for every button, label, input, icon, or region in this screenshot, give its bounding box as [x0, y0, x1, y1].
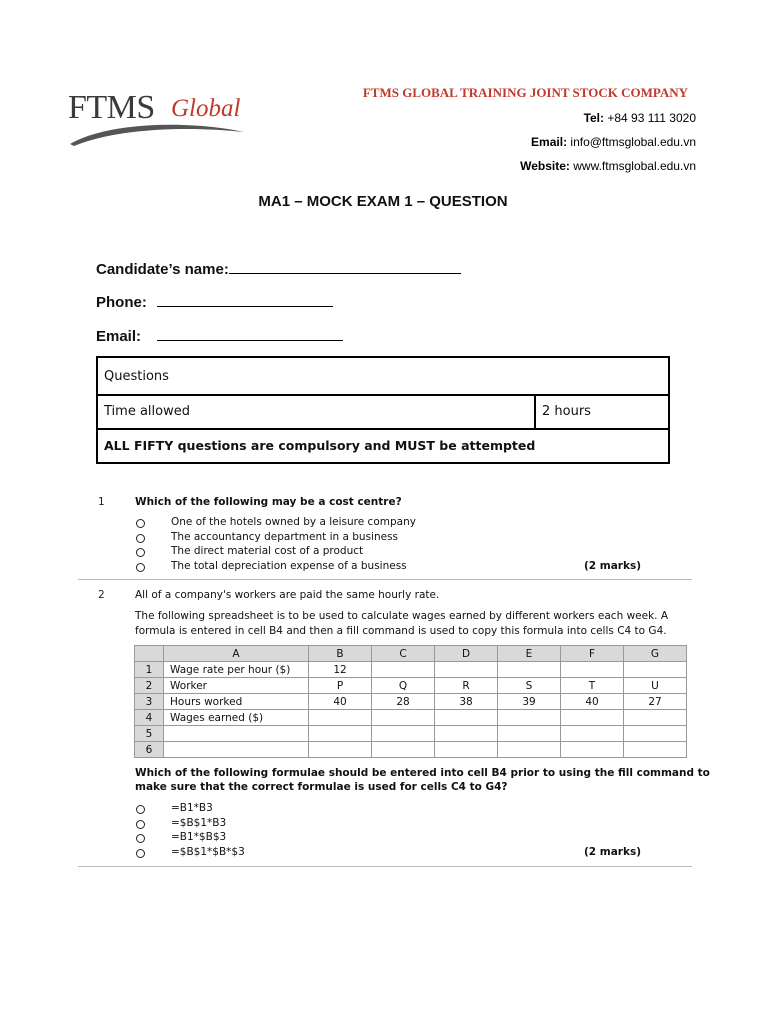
exam-info-box — [96, 356, 670, 464]
contact-tel: Tel: +84 93 111 3020 — [583, 111, 696, 125]
cell-b1: 12 — [309, 662, 372, 678]
company-name: FTMS GLOBAL TRAINING JOINT STOCK COMPANY — [362, 85, 688, 100]
info-row-questions — [98, 358, 668, 396]
cell-c6 — [372, 742, 435, 758]
q2-marks: (2 marks) — [584, 846, 641, 858]
q1-option-3-radio[interactable] — [136, 548, 145, 557]
q1-option-1[interactable]: One of the hotels owned by a leisure company — [171, 516, 416, 528]
contact-email: Email: info@ftmsglobal.edu.vn — [531, 135, 696, 149]
q2-option-4-radio[interactable] — [136, 849, 145, 858]
table-row — [135, 742, 687, 758]
cell-c4 — [372, 710, 435, 726]
q1-option-3[interactable]: The direct material cost of a product — [171, 545, 364, 557]
cell-d4 — [435, 710, 498, 726]
cell-e5 — [498, 726, 561, 742]
exam-title: MA1 – MOCK EXAM 1 – QUESTION — [258, 193, 508, 210]
cell-d5 — [435, 726, 498, 742]
q1-question: Which of the following may be a cost centre? — [135, 496, 402, 508]
q2-option-3-radio[interactable] — [136, 834, 145, 843]
logo-accent-text: Global — [171, 95, 241, 122]
col-header-e: E — [498, 646, 561, 662]
cell-d3: 38 — [435, 694, 498, 710]
instructions-text: ALL FIFTY questions are compulsory and MUST be attempted — [104, 437, 536, 453]
question-divider — [78, 579, 692, 580]
cell-d1 — [435, 662, 498, 678]
questions-label: Questions — [104, 368, 169, 384]
spreadsheet-header-row — [135, 646, 687, 662]
q1-option-1-radio[interactable] — [136, 519, 145, 528]
cell-f4 — [561, 710, 624, 726]
candidate-name-field[interactable]: Candidate’s name: — [96, 259, 461, 278]
cell-d6 — [435, 742, 498, 758]
table-row — [135, 710, 687, 726]
row-header: 6 — [135, 742, 164, 758]
cell-c3: 28 — [372, 694, 435, 710]
cell-a6 — [164, 742, 309, 758]
cell-a4: Wages earned ($) — [164, 710, 309, 726]
time-allowed-label: Time allowed — [104, 403, 190, 419]
q2-description-line-2: formula is entered in cell B4 and then a fill command is used to copy this formula into cells C4 to G4. — [135, 625, 667, 637]
q2-question-line-1: Which of the following formulae should be entered into cell B4 prior to using the fill command to — [135, 767, 710, 779]
cell-c1 — [372, 662, 435, 678]
cell-a2: Worker — [164, 678, 309, 694]
row-header: 4 — [135, 710, 164, 726]
cell-f1 — [561, 662, 624, 678]
contact-website: Website: www.ftmsglobal.edu.vn — [520, 159, 696, 173]
col-header-f: F — [561, 646, 624, 662]
cell-f3: 40 — [561, 694, 624, 710]
row-header: 3 — [135, 694, 164, 710]
q2-intro: All of a company's workers are paid the same hourly rate. — [135, 589, 440, 601]
cell-g6 — [624, 742, 687, 758]
cell-g5 — [624, 726, 687, 742]
col-header-a: A — [164, 646, 309, 662]
q1-marks: (2 marks) — [584, 560, 641, 572]
time-allowed-value: 2 hours — [542, 403, 591, 419]
ftms-global-logo — [68, 88, 258, 152]
q1-option-2-radio[interactable] — [136, 534, 145, 543]
q2-option-1-radio[interactable] — [136, 805, 145, 814]
cell-e1 — [498, 662, 561, 678]
q2-option-1[interactable]: =B1*B3 — [171, 802, 213, 814]
cell-e6 — [498, 742, 561, 758]
cell-a3: Hours worked — [164, 694, 309, 710]
table-row — [135, 662, 687, 678]
cell-g3: 27 — [624, 694, 687, 710]
cell-b5 — [309, 726, 372, 742]
cell-f6 — [561, 742, 624, 758]
q1-option-4[interactable]: The total depreciation expense of a business — [171, 560, 407, 572]
col-header-c: C — [372, 646, 435, 662]
q2-option-4[interactable]: =$B$1*$B*$3 — [171, 846, 245, 858]
q2-number: 2 — [98, 589, 105, 601]
phone-field[interactable]: Phone: — [96, 292, 333, 311]
q2-option-3[interactable]: =B1*$B$3 — [171, 831, 227, 843]
cell-g2: U — [624, 678, 687, 694]
question-divider — [78, 866, 692, 867]
row-header: 5 — [135, 726, 164, 742]
table-row — [135, 678, 687, 694]
q1-option-2[interactable]: The accountancy department in a business — [171, 531, 399, 543]
row-header: 2 — [135, 678, 164, 694]
cell-b4 — [309, 710, 372, 726]
email-field[interactable]: Email: — [96, 326, 343, 345]
info-row-instructions — [98, 428, 668, 462]
cell-b3: 40 — [309, 694, 372, 710]
q1-option-4-radio[interactable] — [136, 563, 145, 572]
corner-cell — [135, 646, 164, 662]
q1-number: 1 — [98, 496, 105, 508]
logo-swoosh-icon — [68, 118, 248, 148]
q2-question-line-2: make sure that the correct formulae is used for cells C4 to G4? — [135, 781, 508, 793]
cell-f5 — [561, 726, 624, 742]
info-row-time — [98, 394, 668, 430]
cell-c5 — [372, 726, 435, 742]
q2-option-2[interactable]: =$B$1*B3 — [171, 817, 227, 829]
table-row — [135, 694, 687, 710]
cell-e3: 39 — [498, 694, 561, 710]
logo-main-text: FTMS — [68, 89, 155, 126]
col-header-b: B — [309, 646, 372, 662]
spreadsheet-table — [134, 645, 687, 758]
q2-description-line-1: The following spreadsheet is to be used to calculate wages earned by different workers each week. A — [135, 610, 669, 622]
cell-g4 — [624, 710, 687, 726]
cell-b2: P — [309, 678, 372, 694]
cell-b6 — [309, 742, 372, 758]
col-header-g: G — [624, 646, 687, 662]
col-header-d: D — [435, 646, 498, 662]
cell-a5 — [164, 726, 309, 742]
q2-option-2-radio[interactable] — [136, 820, 145, 829]
cell-a1: Wage rate per hour ($) — [164, 662, 309, 678]
row-header: 1 — [135, 662, 164, 678]
cell-c2: Q — [372, 678, 435, 694]
table-row — [135, 726, 687, 742]
cell-e2: S — [498, 678, 561, 694]
cell-e4 — [498, 710, 561, 726]
cell-f2: T — [561, 678, 624, 694]
cell-d2: R — [435, 678, 498, 694]
cell-g1 — [624, 662, 687, 678]
